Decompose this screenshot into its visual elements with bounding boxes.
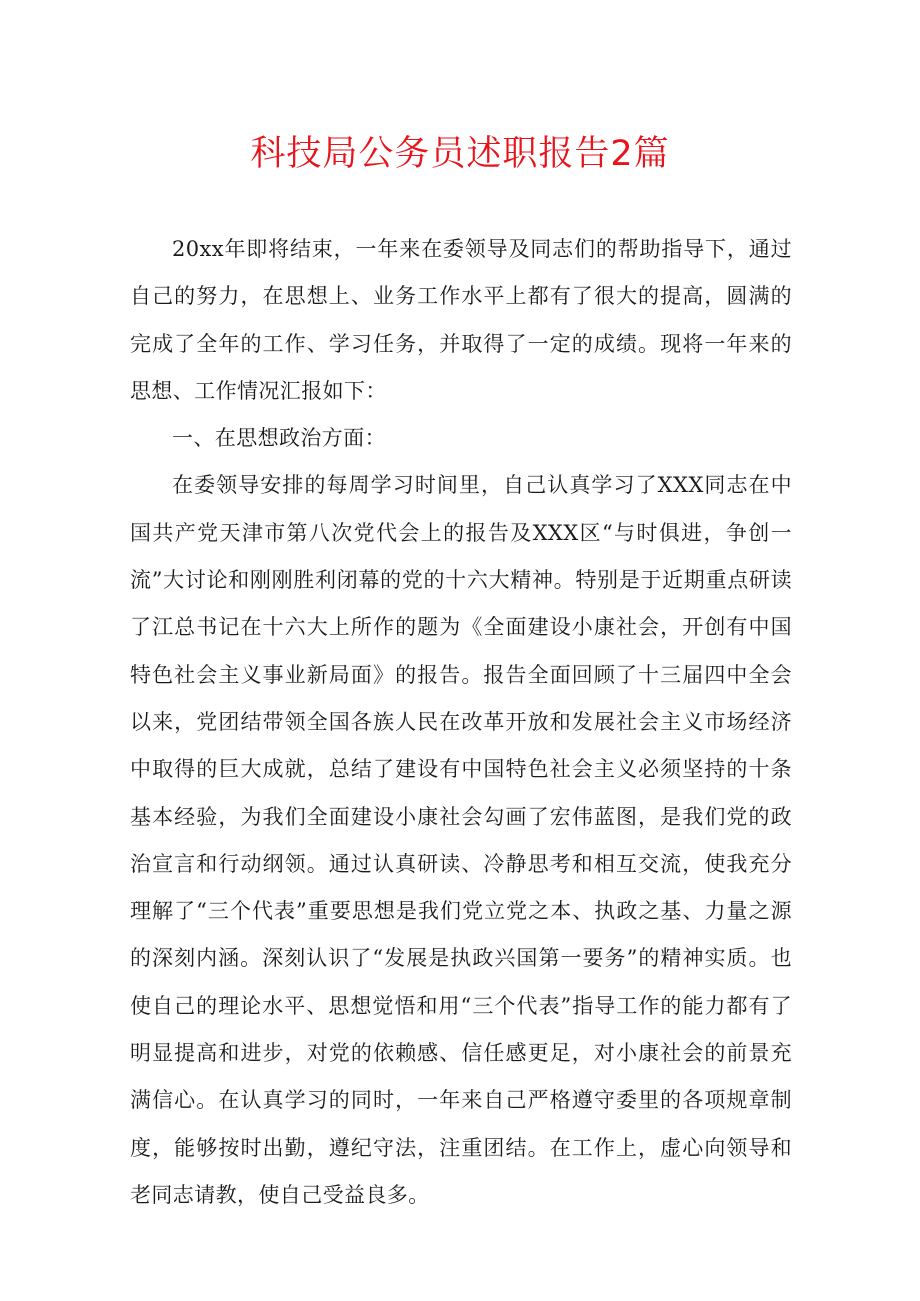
intro-paragraph: 20xx年即将结束，一年来在委领导及同志们的帮助指导下，通过自己的努力，在思想上、业务工作水平上都有了很大的提高，圆满的完成了全年的工作、学习任务，并取得了一定的成绩。现将一年来的思想、工作情况汇报如下：: [130, 237, 792, 403]
body-paragraph-political: 在委领导安排的每周学习时间里，自己认真学习了XXX同志在中国共产党天津市第八次党代会上的报告及XXX区“与时俱进，争创一流”大讨论和刚刚胜利闭幕的党的十六大精神。特别是于近期重点研读了江总书记在十六大上所作的题为《全面建设小康社会，开创有中国特色社会主义事业新局面》的报告。报告全面回顾了十三届四中全会以来，党团结带领全国各族人民在改革开放和发展社会主义市场经济中取得的巨大成就，总结了建设有中国特色社会主义必须坚持的十条基本经验，为我们全面建设小康社会勾画了宏伟蓝图，是我们党的政治宣言和行动纲领。通过认真研读、冷静思考和相互交流，使我充分理解了“三个代表”重要思想是我们党立党之本、执政之基、力量之源的深刻内涵。深刻认识了“发展是执政兴国第一要务”的精神实质。也使自己的理论水平、思想觉悟和用“三个代表”指导工作的能力都有了明显提高和进步，对党的依赖感、信任感更足，对小康社会的前景充满信心。在认真学习的同时，一年来自己严格遵守委里的各项规章制度，能够按时出勤，遵纪守法，注重团结。在工作上，虚心向领导和老同志请教，使自己受益良多。: [130, 473, 792, 1207]
document-body: [130, 226, 792, 1219]
document-title: 科技局公务员述职报告2篇: [250, 134, 670, 174]
section-heading-political: 一、在思想政治方面：: [172, 426, 386, 451]
